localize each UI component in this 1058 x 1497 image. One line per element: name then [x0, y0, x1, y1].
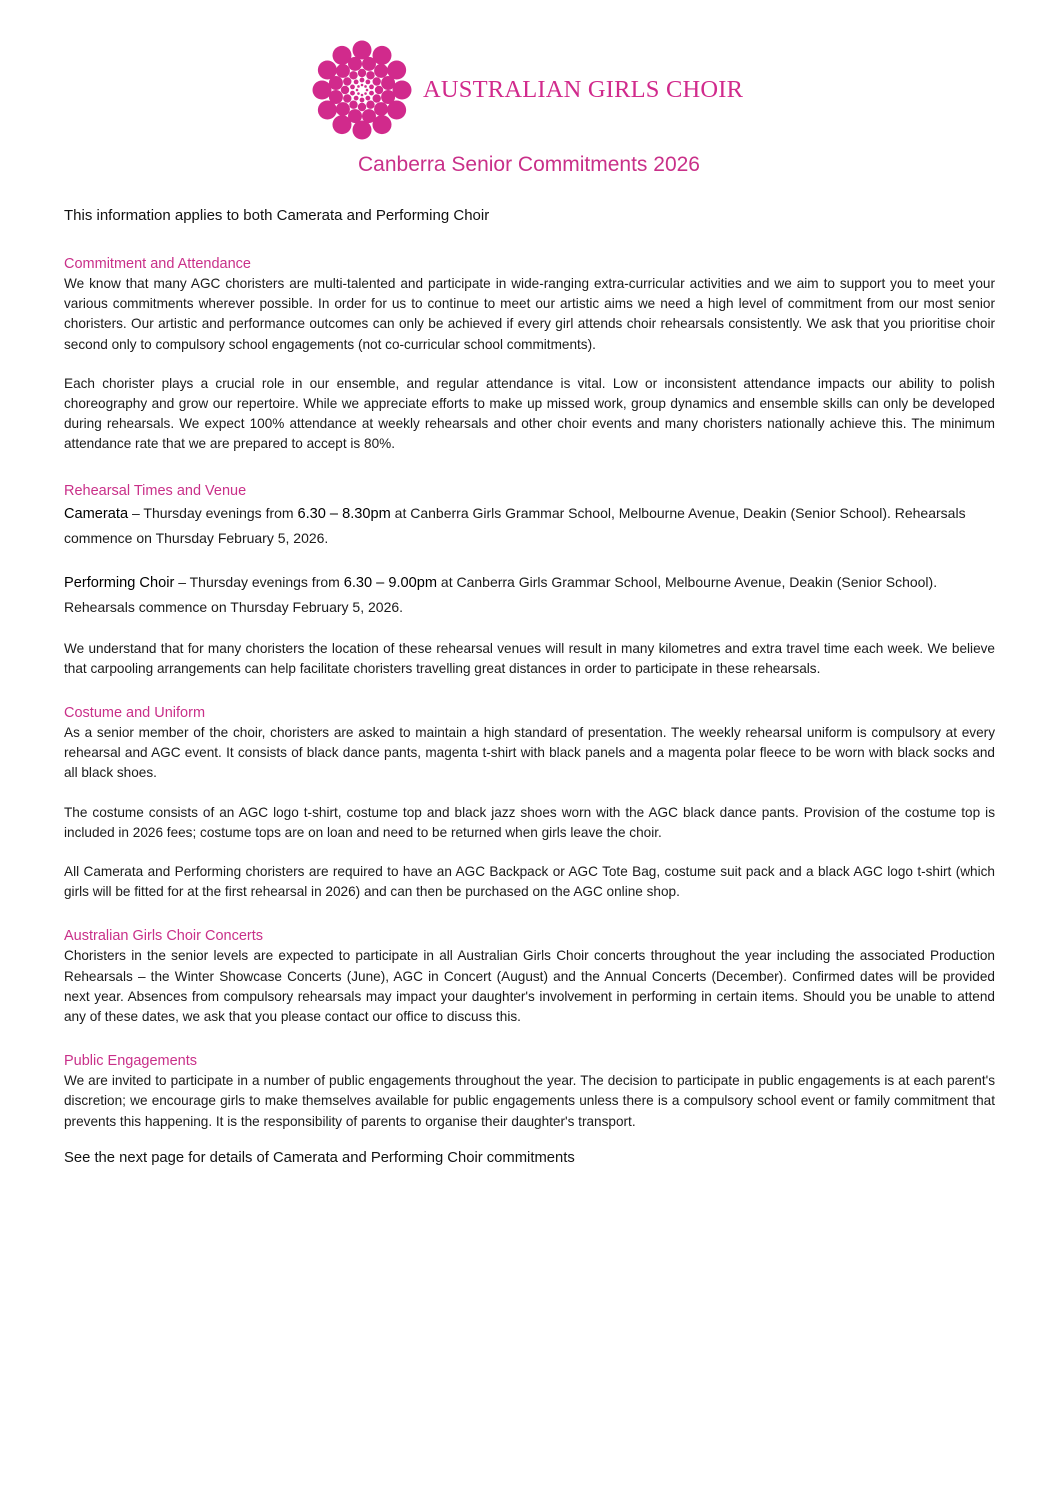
logo-dot: [374, 64, 388, 78]
logo-dot: [360, 98, 365, 103]
section-concerts: [64, 928, 995, 1027]
logo-dot: [361, 94, 364, 97]
agc-logo: [310, 38, 750, 142]
logo-dot: [354, 96, 359, 101]
logo-wordmark: AUSTRALIAN GIRLS CHOIR: [423, 76, 744, 103]
logo-dot: [375, 86, 383, 94]
logo-dot: [353, 41, 372, 60]
logo-dot: [362, 57, 376, 71]
document-body: [64, 207, 995, 1166]
logo-dot: [361, 84, 364, 87]
logo-dot: [357, 92, 360, 95]
logo-dot: [356, 89, 359, 92]
logo-dot: [373, 77, 381, 85]
logo-dot: [349, 101, 357, 109]
logo-dot: [343, 94, 351, 102]
performing-label: Performing Choir: [64, 574, 175, 591]
section-heading: Australian Girls Choir Concerts: [64, 928, 264, 945]
logo-dot: [365, 96, 370, 101]
intro-text: This information applies to both Camerata and Performing Choir: [64, 207, 490, 224]
logo-dot: [313, 81, 332, 100]
logo-dot: [393, 81, 412, 100]
section-public: [64, 1053, 995, 1132]
logo-dot: [369, 91, 374, 96]
logo-dot: [358, 69, 366, 77]
closing-note: See the next page for details of Camerata and Performing Choir commitments: [64, 1149, 575, 1166]
logo-dot: [350, 91, 355, 96]
logo-dot: [343, 77, 351, 85]
logo-dot: [348, 57, 362, 71]
logo-dot: [369, 85, 374, 90]
logo-dot: [366, 89, 369, 92]
logo-dot: [349, 71, 357, 79]
logo-dot: [360, 78, 365, 83]
paragraph: We are invited to participate in a number of public engagements throughout the year. The decision to participate in public engagements is at each parent's discretion; we encourage girls to make themselves available for public engagements unless there is a compulsory school event or family commitment that prevents this happening. It is the responsibility of parents to organise their daughter's transport.: [64, 1073, 995, 1129]
logo-dot: [373, 94, 381, 102]
logo-dot: [374, 102, 388, 116]
rehearsal-venue: at Canberra Girls Grammar School, Melbourne Avenue, Deakin (Senior School). Rehearsals commence on Thursday February 5, 2026.: [64, 504, 966, 546]
section-commitment: [64, 256, 995, 455]
flower-logo-icon: [310, 38, 414, 142]
performing-rehearsal: [64, 570, 995, 619]
logo-dot: [353, 121, 372, 140]
logo-dot: [358, 103, 366, 111]
logo-dot: [364, 85, 367, 88]
paragraph: We know that many AGC choristers are multi-talented and participate in wide-ranging extra-curricular activities and we aim to support you to meet your various commitments wherever possible. In order for us to continue to meet our artistic aims we need a high level of commitment from our most senior choristers. Our artistic and performance outcomes can only be achieved if every girl attends choir rehearsals consistently. We ask that you prioritise choir second only to compulsory school engagements (not co-curricular school commitments).: [64, 276, 995, 352]
camerata-rehearsal: [64, 501, 995, 550]
logo-dot: [366, 71, 374, 79]
logo-dot: [365, 80, 370, 85]
logo-dot: [362, 109, 376, 123]
paragraph: Each chorister plays a crucial role in our ensemble, and regular attendance is vital. Low or inconsistent attendance impacts our ability to polish choreography and grow our repertoire. While we appreciate efforts to make up missed work, group dynamics and ensemble skills can only be developed during rehearsals. We expect 100% attendance at weekly rehearsals and other choir events and many choristers nationally achieve this. The minimum attendance rate that we are prepared to accept is 80%.: [64, 375, 995, 452]
logo-dot: [329, 90, 343, 104]
logo-dot: [381, 90, 395, 104]
rehearsal-text: – Thursday evenings from: [174, 573, 344, 590]
logo-dot: [350, 85, 355, 90]
paragraph: All Camerata and Performing choristers are required to have an AGC Backpack or AGC Tote Bag, costume suit pack and a black AGC logo t-shirt (which girls will be fitted for at the first rehearsal in 2026) and can then be purchased on the AGC online shop.: [64, 864, 995, 900]
page-title: Canberra Senior Commitments 2026: [358, 153, 700, 176]
section-costume: [64, 705, 995, 902]
logo-dot: [354, 80, 359, 85]
rehearsal-venue: at Canberra Girls Grammar School, Melbourne Avenue, Deakin (Senior School). Rehearsals commence on Thursday February 5, 2026.: [64, 573, 938, 615]
rehearsal-text: – Thursday evenings from: [128, 504, 298, 521]
logo-dot: [348, 109, 362, 123]
paragraph: The costume consists of an AGC logo t-shirt, costume top and black jazz shoes worn with the AGC black dance pants. Provision of the costume top is included in 2026 fees; costume tops are on loan and need to be returned when girls leave the choir.: [64, 804, 995, 840]
camerata-label: Camerata: [64, 505, 129, 522]
logo-dot: [357, 85, 360, 88]
logo-dot: [336, 102, 350, 116]
paragraph: Choristers in the senior levels are expected to participate in all Australian Girls Choir concerts throughout the year including the associated Production Rehearsals – the Winter Showcase Concerts (June), AGC in Concert (August) and the Annual Concerts (December). Confirmed dates will be provided next year. Absences from compulsory rehearsals may impact your daughter's involvement in performing in certain items. Should you be unable to attend any of these dates, we ask that you please contact our office to discuss this.: [64, 948, 995, 1025]
section-heading: Commitment and Attendance: [64, 256, 251, 272]
logo-dot: [341, 86, 349, 94]
logo-dot: [329, 76, 343, 90]
paragraph: We understand that for many choristers the location of these rehearsal venues will result in many kilometres and extra travel time each week. We believe that carpooling arrangements can help facilitate choristers travelling great distances in order to participate in these rehearsals.: [64, 640, 995, 676]
rehearsal-time: 6.30 – 9.00pm: [343, 574, 438, 591]
section-heading: Rehearsal Times and Venue: [64, 482, 247, 499]
logo-dot: [381, 76, 395, 90]
logo-dot: [364, 92, 367, 95]
logo-dot: [366, 101, 374, 109]
rehearsal-time: 6.30 – 8.30pm: [297, 505, 391, 522]
logo-dot: [336, 64, 350, 78]
paragraph: As a senior member of the choir, choristers are asked to maintain a high standard of presentation. The weekly rehearsal uniform is compulsory at every rehearsal and AGC event. It consists of black dance pants, magenta t-shirt with black panels and a magenta polar fleece to be worn with black socks and all black shoes.: [64, 725, 995, 781]
section-heading: Public Engagements: [64, 1053, 197, 1070]
section-heading: Costume and Uniform: [64, 705, 206, 722]
section-rehearsal: [64, 483, 995, 679]
